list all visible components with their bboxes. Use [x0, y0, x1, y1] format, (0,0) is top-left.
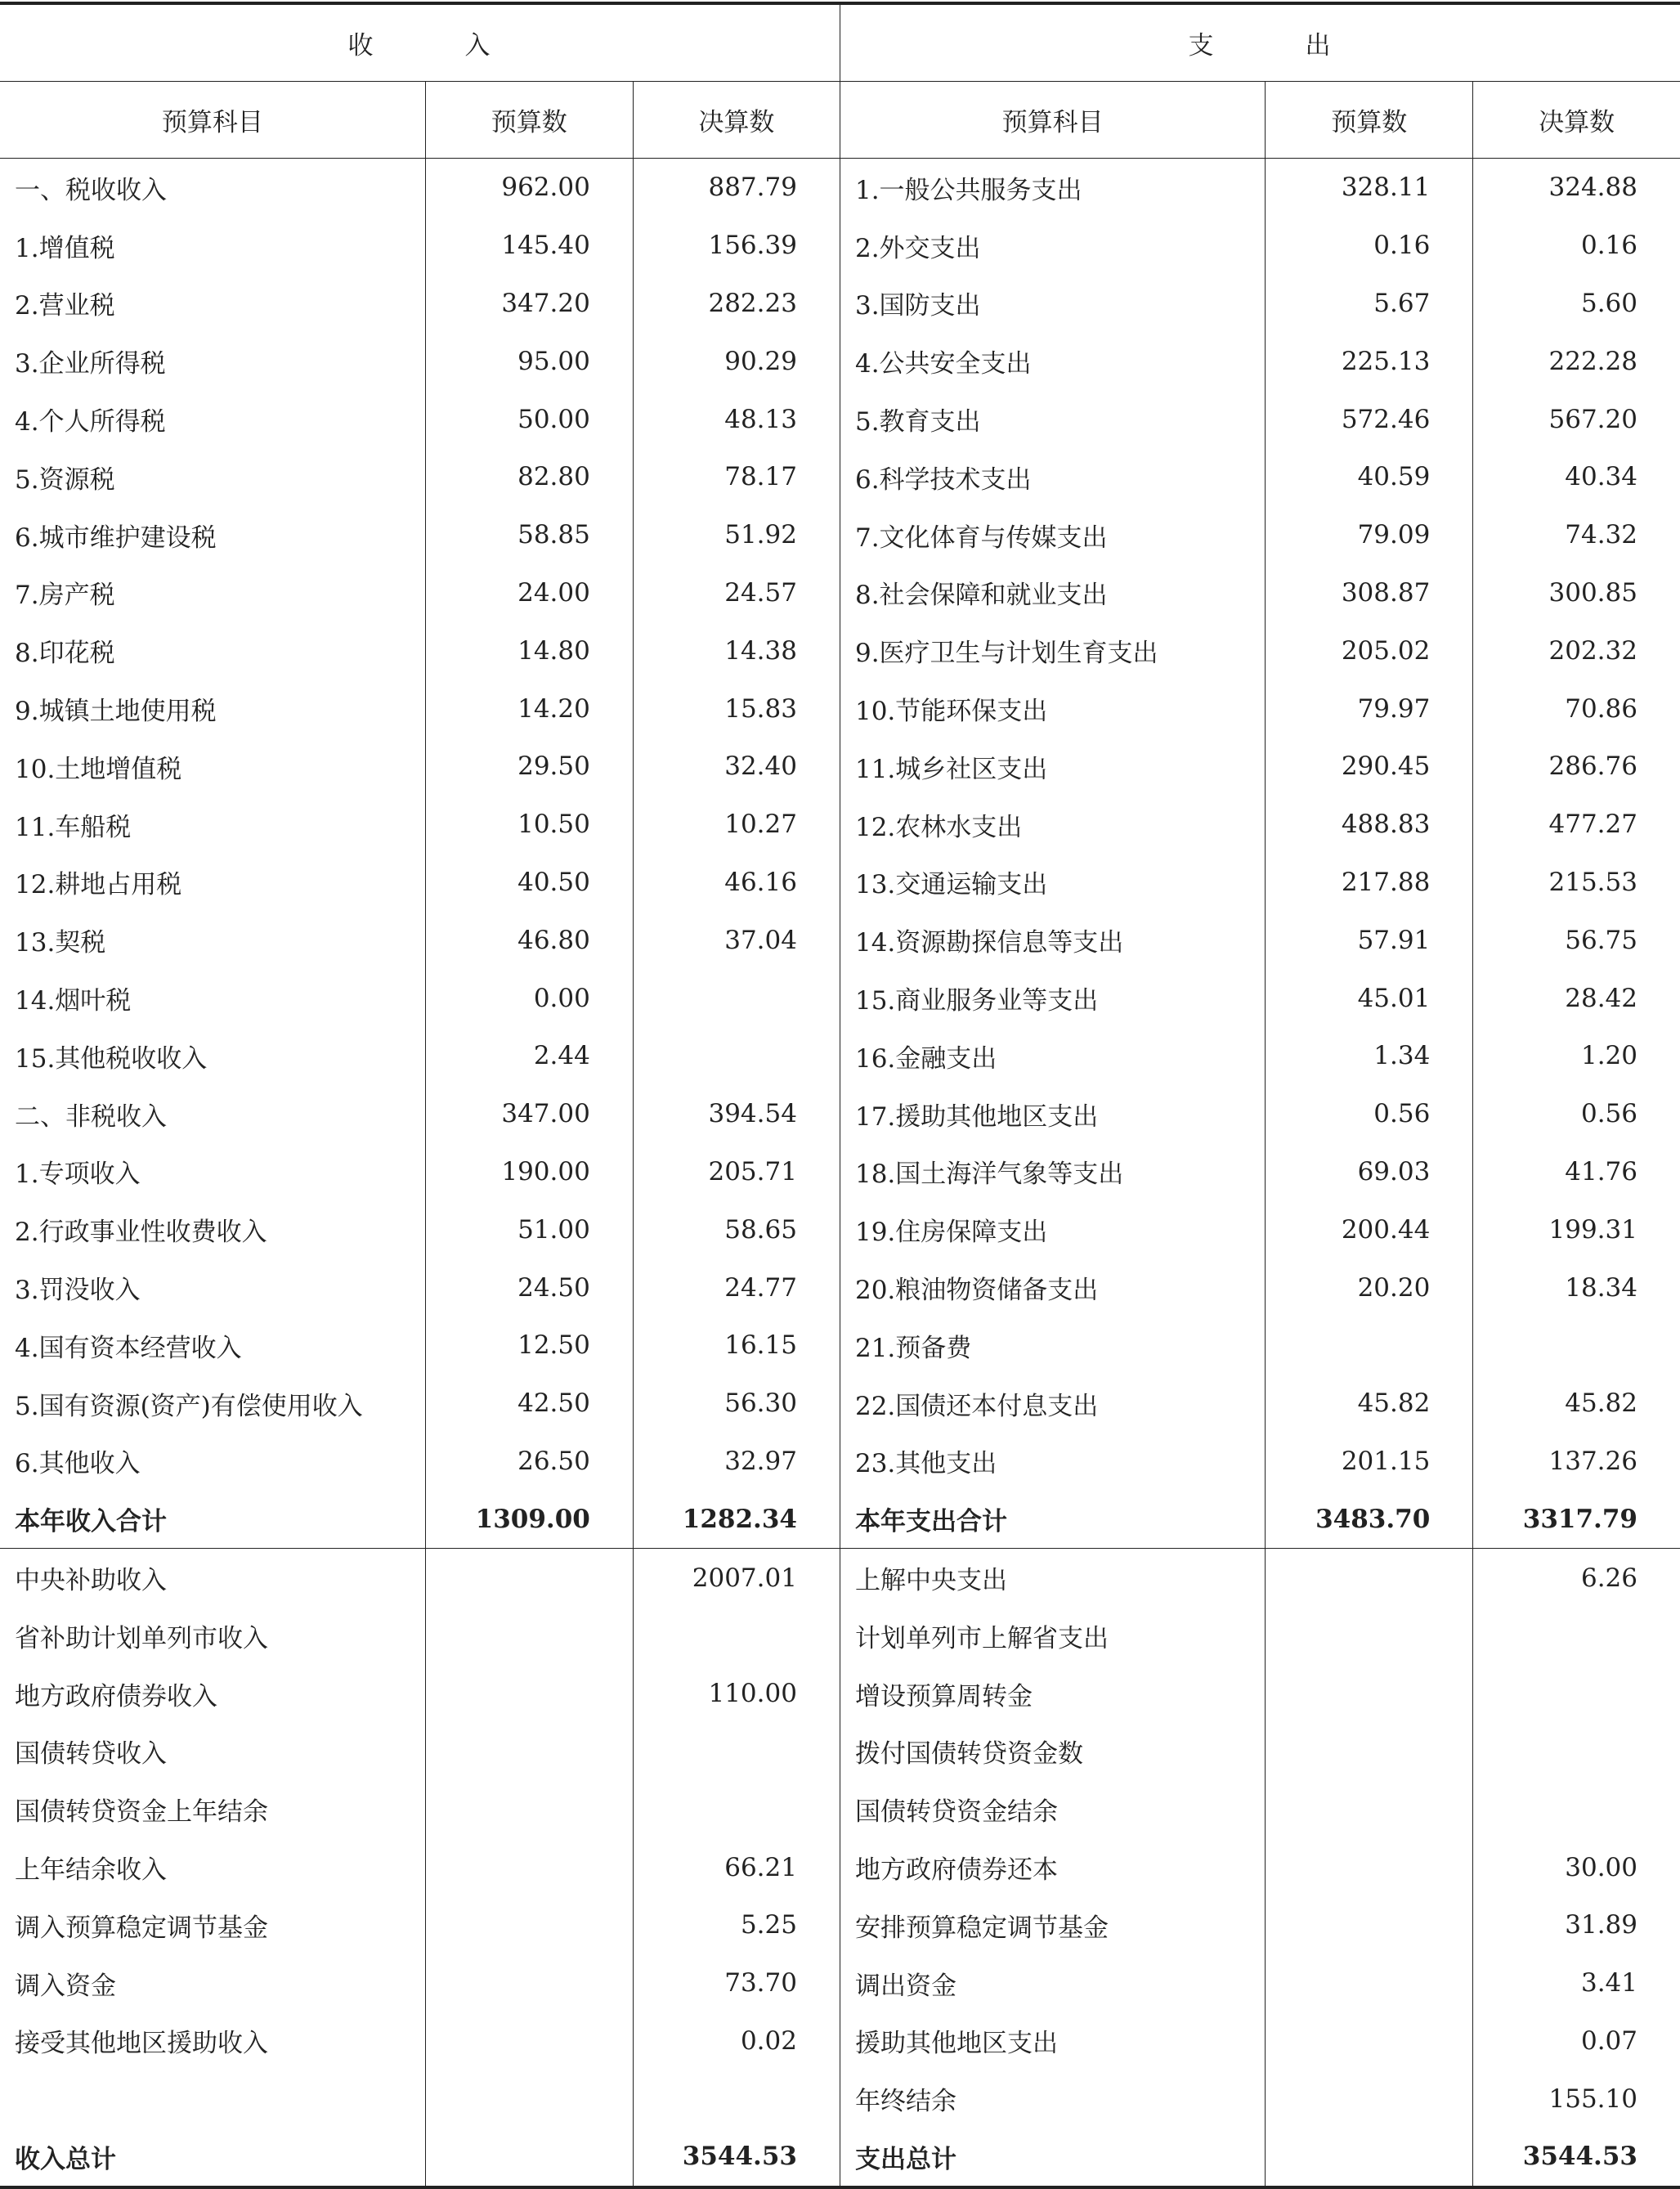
income-subject-cell: 6.城市维护建设税	[0, 506, 425, 564]
income-subject-cell: 10.土地增值税	[0, 738, 425, 796]
expense-budget-cell: 572.46	[1266, 390, 1473, 448]
income-section-title: 收 入	[0, 3, 840, 82]
expense-subject-cell: 22.国债还本付息支出	[840, 1375, 1265, 1433]
income-subject-cell: 13.契税	[0, 911, 425, 969]
income-budget-cell	[425, 1723, 633, 1781]
expense-subject-cell: 8.社会保障和就业支出	[840, 564, 1265, 622]
table-row	[0, 621, 1680, 680]
expense-budget-cell: 205.02	[1266, 621, 1473, 680]
income-subject-cell: 14.烟叶税	[0, 969, 425, 1027]
expense-final-cell: 3317.79	[1473, 1490, 1680, 1548]
expense-budget-cell: 3483.70	[1266, 1490, 1473, 1548]
expense-budget-cell: 308.87	[1266, 564, 1473, 622]
income-budget-cell: 14.80	[425, 621, 633, 680]
expense-subject-cell: 11.城乡社区支出	[840, 738, 1265, 796]
income-subject-cell: 3.企业所得税	[0, 332, 425, 390]
income-final-cell: 887.79	[633, 159, 840, 217]
table-row	[0, 217, 1680, 275]
expense-budget-cell: 328.11	[1266, 159, 1473, 217]
income-budget-cell: 42.50	[425, 1375, 633, 1433]
expense-budget-cell: 79.97	[1266, 680, 1473, 738]
income-final-cell: 3544.53	[633, 2128, 840, 2187]
income-subject-cell: 收入总计	[0, 2128, 425, 2187]
income-final-cell: 24.57	[633, 564, 840, 622]
income-subject-cell: 7.房产税	[0, 564, 425, 622]
table-row	[0, 1433, 1680, 1491]
expense-subject-cell: 5.教育支出	[840, 390, 1265, 448]
expense-final-cell: 28.42	[1565, 983, 1637, 1013]
expense-final-cell: 18.34	[1565, 1272, 1637, 1303]
expense-budget-cell: 225.13	[1266, 332, 1473, 390]
income-final-cell: 1282.34	[633, 1490, 840, 1548]
income-subject-cell: 本年收入合计	[0, 1490, 425, 1548]
expense-final-cell	[1473, 1780, 1680, 1838]
expense-final-cell: 137.26	[1548, 1446, 1637, 1476]
expense-budget-cell: 290.45	[1266, 738, 1473, 796]
income-final-cell	[633, 1027, 840, 1085]
income-budget-cell: 40.50	[425, 854, 633, 912]
income-budget-cell: 145.40	[425, 217, 633, 275]
table-row	[0, 1780, 1680, 1838]
expense-budget-cell: 0.56	[1266, 1085, 1473, 1143]
expense-final-cell: 3544.53	[1522, 2142, 1637, 2172]
table-row	[0, 2070, 1680, 2128]
table-row	[0, 564, 1680, 622]
expense-final-cell	[1473, 1317, 1680, 1375]
table-row	[0, 390, 1680, 448]
expense-final-cell: 5.60	[1580, 288, 1637, 318]
expense-final-cell: 0.56	[1580, 1099, 1637, 1129]
expense-final-cell: 300.85	[1548, 577, 1637, 608]
income-budget-cell: 347.00	[425, 1085, 633, 1143]
income-budget-cell: 0.00	[425, 969, 633, 1027]
table-row	[0, 506, 1680, 564]
expense-budget-cell	[1266, 2012, 1473, 2070]
budget-table	[0, 2, 1680, 2189]
income-final-cell: 394.54	[633, 1085, 840, 1143]
income-final-cell: 37.04	[633, 911, 840, 969]
expense-subject-cell: 地方政府债券还本	[840, 1838, 1265, 1896]
income-subject-cell: 5.国有资源(资产)有偿使用收入	[0, 1375, 425, 1433]
income-subject-cell: 调入预算稳定调节基金	[0, 1896, 425, 1954]
income-final-cell: 51.92	[633, 506, 840, 564]
income-subject-cell: 国债转贷资金上年结余	[0, 1780, 425, 1838]
expense-final-cell: 215.53	[1548, 867, 1637, 897]
expense-subject-cell: 21.预备费	[840, 1317, 1265, 1375]
income-subject-cell: 调入资金	[0, 1954, 425, 2012]
table-row	[0, 448, 1680, 506]
expense-budget-cell	[1266, 2128, 1473, 2187]
income-subject-cell: 6.其他收入	[0, 1433, 425, 1491]
income-budget-cell: 50.00	[425, 390, 633, 448]
income-final-cell: 10.27	[633, 796, 840, 854]
income-budget-cell: 14.20	[425, 680, 633, 738]
table-row	[0, 1027, 1680, 1085]
income-final-cell	[633, 1780, 840, 1838]
expense-final-cell: 286.76	[1548, 751, 1637, 782]
expense-final-cell: 31.89	[1565, 1910, 1637, 1940]
income-final-cell: 2007.01	[633, 1549, 840, 1607]
table-row	[0, 969, 1680, 1027]
income-budget-cell: 46.80	[425, 911, 633, 969]
table-row	[0, 1317, 1680, 1375]
expense-subject-cell: 14.资源勘探信息等支出	[840, 911, 1265, 969]
income-budget-cell	[425, 1838, 633, 1896]
income-final-cell: 56.30	[633, 1375, 840, 1433]
income-budget-cell	[425, 1954, 633, 2012]
table-row	[0, 159, 1680, 217]
expense-budget-cell: 5.67	[1266, 275, 1473, 333]
expense-final-cell	[1473, 1665, 1680, 1723]
income-final-cell: 0.02	[633, 2012, 840, 2070]
income-subject-cell: 2.营业税	[0, 275, 425, 333]
income-final-header: 决算数	[633, 82, 840, 159]
income-budget-cell	[425, 2012, 633, 2070]
income-final-cell: 48.13	[633, 390, 840, 448]
expense-subject-cell: 支出总计	[840, 2128, 1265, 2187]
income-final-cell: 205.71	[633, 1143, 840, 1201]
expense-subject-cell: 1.一般公共服务支出	[840, 159, 1265, 217]
expense-subject-cell: 15.商业服务业等支出	[840, 969, 1265, 1027]
expense-final-cell: 199.31	[1548, 1214, 1637, 1245]
income-subject-cell	[0, 2070, 425, 2128]
income-budget-cell	[425, 2128, 633, 2187]
expense-subject-cell: 计划单列市上解省支出	[840, 1607, 1265, 1665]
income-final-cell: 66.21	[633, 1838, 840, 1896]
expense-budget-cell	[1266, 1317, 1473, 1375]
expense-subject-cell: 安排预算稳定调节基金	[840, 1896, 1265, 1954]
income-final-cell: 15.83	[633, 680, 840, 738]
expense-budget-cell: 40.59	[1266, 448, 1473, 506]
expense-budget-cell	[1266, 1665, 1473, 1723]
expense-subject-cell: 上解中央支出	[840, 1549, 1265, 1607]
table-row	[0, 738, 1680, 796]
expense-subject-cell: 拨付国债转贷资金数	[840, 1723, 1265, 1781]
income-final-cell: 16.15	[633, 1317, 840, 1375]
income-subject-cell: 3.罚没收入	[0, 1258, 425, 1317]
income-subject-cell: 12.耕地占用税	[0, 854, 425, 912]
expense-budget-cell	[1266, 1954, 1473, 2012]
income-final-cell: 110.00	[633, 1665, 840, 1723]
table-row	[0, 1665, 1680, 1723]
expense-subject-cell: 13.交通运输支出	[840, 854, 1265, 912]
section-header-row	[0, 3, 1680, 82]
expense-subject-cell: 调出资金	[840, 1954, 1265, 2012]
expense-section-title: 支 出	[840, 3, 1680, 82]
income-subject-cell: 接受其他地区援助收入	[0, 2012, 425, 2070]
table-row	[0, 2012, 1680, 2070]
income-subject-cell: 4.国有资本经营收入	[0, 1317, 425, 1375]
income-budget-cell	[425, 1896, 633, 1954]
income-budget-cell: 10.50	[425, 796, 633, 854]
expense-final-cell: 56.75	[1565, 925, 1637, 955]
table-row	[0, 332, 1680, 390]
income-budget-cell: 24.50	[425, 1258, 633, 1317]
expense-final-cell: 324.88	[1548, 173, 1637, 203]
table-row	[0, 854, 1680, 912]
expense-final-cell: 567.20	[1548, 404, 1637, 434]
income-final-cell: 90.29	[633, 332, 840, 390]
expense-subject-cell: 援助其他地区支出	[840, 2012, 1265, 2070]
expense-subject-cell: 16.金融支出	[840, 1027, 1265, 1085]
expense-final-cell	[1473, 1607, 1680, 1665]
expense-subject-cell: 7.文化体育与传媒支出	[840, 506, 1265, 564]
expense-final-cell: 30.00	[1565, 1852, 1637, 1882]
expense-final-cell: 222.28	[1548, 346, 1637, 376]
income-budget-cell: 26.50	[425, 1433, 633, 1491]
income-budget-cell: 82.80	[425, 448, 633, 506]
income-subject-cell: 4.个人所得税	[0, 390, 425, 448]
expense-final-cell: 45.82	[1565, 1388, 1637, 1419]
expense-budget-cell: 201.15	[1266, 1433, 1473, 1491]
expense-subject-cell: 17.援助其他地区支出	[840, 1085, 1265, 1143]
expense-final-cell: 477.27	[1548, 810, 1637, 840]
income-budget-cell: 24.00	[425, 564, 633, 622]
expense-budget-cell: 488.83	[1266, 796, 1473, 854]
expense-final-cell: 40.34	[1565, 462, 1637, 492]
income-subject-cell: 5.资源税	[0, 448, 425, 506]
expense-final-cell: 0.07	[1580, 2025, 1637, 2056]
income-budget-cell	[425, 1549, 633, 1607]
table-row	[0, 911, 1680, 969]
income-budget-cell: 190.00	[425, 1143, 633, 1201]
expense-budget-cell: 0.16	[1266, 217, 1473, 275]
income-budget-cell: 95.00	[425, 332, 633, 390]
income-subject-cell: 8.印花税	[0, 621, 425, 680]
income-budget-cell: 1309.00	[425, 1490, 633, 1548]
income-final-cell: 156.39	[633, 217, 840, 275]
expense-subject-cell: 9.医疗卫生与计划生育支出	[840, 621, 1265, 680]
table-row	[0, 796, 1680, 854]
income-final-cell	[633, 969, 840, 1027]
expense-budget-cell: 200.44	[1266, 1200, 1473, 1258]
expense-subject-cell: 19.住房保障支出	[840, 1200, 1265, 1258]
expense-subject-cell: 国债转贷资金结余	[840, 1780, 1265, 1838]
expense-budget-cell	[1266, 1780, 1473, 1838]
expense-subject-cell: 6.科学技术支出	[840, 448, 1265, 506]
total-row	[0, 2128, 1680, 2187]
expense-subject-cell: 本年支出合计	[840, 1490, 1265, 1548]
income-final-cell: 282.23	[633, 275, 840, 333]
expense-final-header: 决算数	[1473, 82, 1680, 159]
income-subject-cell: 二、非税收入	[0, 1085, 425, 1143]
expense-budget-cell	[1266, 1607, 1473, 1665]
expense-budget-cell: 69.03	[1266, 1143, 1473, 1201]
income-budget-cell: 29.50	[425, 738, 633, 796]
expense-final-cell: 74.32	[1565, 520, 1637, 550]
income-subject-cell: 1.增值税	[0, 217, 425, 275]
expense-budget-cell: 1.34	[1266, 1027, 1473, 1085]
expense-final-cell: 202.32	[1548, 635, 1637, 666]
income-budget-cell: 962.00	[425, 159, 633, 217]
expense-subject-cell: 20.粮油物资储备支出	[840, 1258, 1265, 1317]
income-final-cell	[633, 1607, 840, 1665]
table-row	[0, 1258, 1680, 1317]
income-budget-cell: 347.20	[425, 275, 633, 333]
expense-budget-header: 预算数	[1266, 82, 1473, 159]
income-subject-cell: 1.专项收入	[0, 1143, 425, 1201]
expense-subject-cell: 23.其他支出	[840, 1433, 1265, 1491]
column-header-row	[0, 82, 1680, 159]
expense-budget-cell: 20.20	[1266, 1258, 1473, 1317]
table-row	[0, 1954, 1680, 2012]
table-row	[0, 680, 1680, 738]
income-subject-cell: 上年结余收入	[0, 1838, 425, 1896]
expense-subject-cell: 18.国土海洋气象等支出	[840, 1143, 1265, 1201]
table-row	[0, 1838, 1680, 1896]
expense-final-cell: 0.16	[1580, 231, 1637, 261]
table-row	[0, 1607, 1680, 1665]
subtotal-row	[0, 1490, 1680, 1548]
expense-budget-cell: 45.82	[1266, 1375, 1473, 1433]
income-budget-cell	[425, 2070, 633, 2128]
income-subject-cell: 地方政府债券收入	[0, 1665, 425, 1723]
income-final-cell: 24.77	[633, 1258, 840, 1317]
income-final-cell: 73.70	[633, 1954, 840, 2012]
income-budget-cell	[425, 1780, 633, 1838]
expense-final-cell: 155.10	[1548, 2084, 1637, 2114]
income-final-cell: 14.38	[633, 621, 840, 680]
income-subject-cell: 中央补助收入	[0, 1549, 425, 1607]
income-budget-cell: 12.50	[425, 1317, 633, 1375]
expense-subject-header: 预算科目	[840, 82, 1265, 159]
income-final-cell	[633, 1723, 840, 1781]
expense-final-cell	[1473, 1723, 1680, 1781]
table-row	[0, 1375, 1680, 1433]
income-subject-cell: 国债转贷收入	[0, 1723, 425, 1781]
expense-subject-cell: 年终结余	[840, 2070, 1265, 2128]
expense-final-cell: 70.86	[1565, 693, 1637, 724]
income-final-cell: 32.97	[633, 1433, 840, 1491]
expense-final-cell: 6.26	[1580, 1563, 1637, 1593]
income-budget-cell	[425, 1607, 633, 1665]
income-final-cell: 78.17	[633, 448, 840, 506]
income-final-cell: 58.65	[633, 1200, 840, 1258]
expense-subject-cell: 10.节能环保支出	[840, 680, 1265, 738]
expense-budget-cell	[1266, 2070, 1473, 2128]
expense-budget-cell: 57.91	[1266, 911, 1473, 969]
expense-subject-cell: 2.外交支出	[840, 217, 1265, 275]
income-final-cell: 32.40	[633, 738, 840, 796]
income-subject-cell: 2.行政事业性收费收入	[0, 1200, 425, 1258]
expense-final-cell: 1.20	[1580, 1041, 1637, 1071]
income-budget-cell: 58.85	[425, 506, 633, 564]
income-subject-cell: 11.车船税	[0, 796, 425, 854]
expense-budget-cell	[1266, 1549, 1473, 1607]
expense-final-cell: 41.76	[1565, 1156, 1637, 1186]
income-subject-cell: 一、税收收入	[0, 159, 425, 217]
table-row	[0, 1200, 1680, 1258]
expense-final-cell: 3.41	[1580, 1968, 1637, 1998]
table-row	[0, 1896, 1680, 1954]
income-final-cell	[633, 2070, 840, 2128]
expense-budget-cell: 79.09	[1266, 506, 1473, 564]
income-budget-cell: 51.00	[425, 1200, 633, 1258]
table-row	[0, 1549, 1680, 1607]
income-subject-header: 预算科目	[0, 82, 425, 159]
expense-subject-cell: 12.农林水支出	[840, 796, 1265, 854]
table-row	[0, 1085, 1680, 1143]
income-final-cell: 46.16	[633, 854, 840, 912]
table-row	[0, 1143, 1680, 1201]
income-budget-header: 预算数	[425, 82, 633, 159]
expense-subject-cell: 增设预算周转金	[840, 1665, 1265, 1723]
income-budget-cell	[425, 1665, 633, 1723]
expense-budget-cell	[1266, 1838, 1473, 1896]
table-row	[0, 275, 1680, 333]
expense-budget-cell: 45.01	[1266, 969, 1473, 1027]
expense-budget-cell	[1266, 1723, 1473, 1781]
income-subject-cell: 省补助计划单列市收入	[0, 1607, 425, 1665]
expense-budget-cell	[1266, 1896, 1473, 1954]
income-budget-cell: 2.44	[425, 1027, 633, 1085]
expense-budget-cell: 217.88	[1266, 854, 1473, 912]
expense-subject-cell: 4.公共安全支出	[840, 332, 1265, 390]
income-final-cell: 5.25	[633, 1896, 840, 1954]
income-subject-cell: 15.其他税收收入	[0, 1027, 425, 1085]
income-subject-cell: 9.城镇土地使用税	[0, 680, 425, 738]
expense-subject-cell: 3.国防支出	[840, 275, 1265, 333]
table-row	[0, 1723, 1680, 1781]
